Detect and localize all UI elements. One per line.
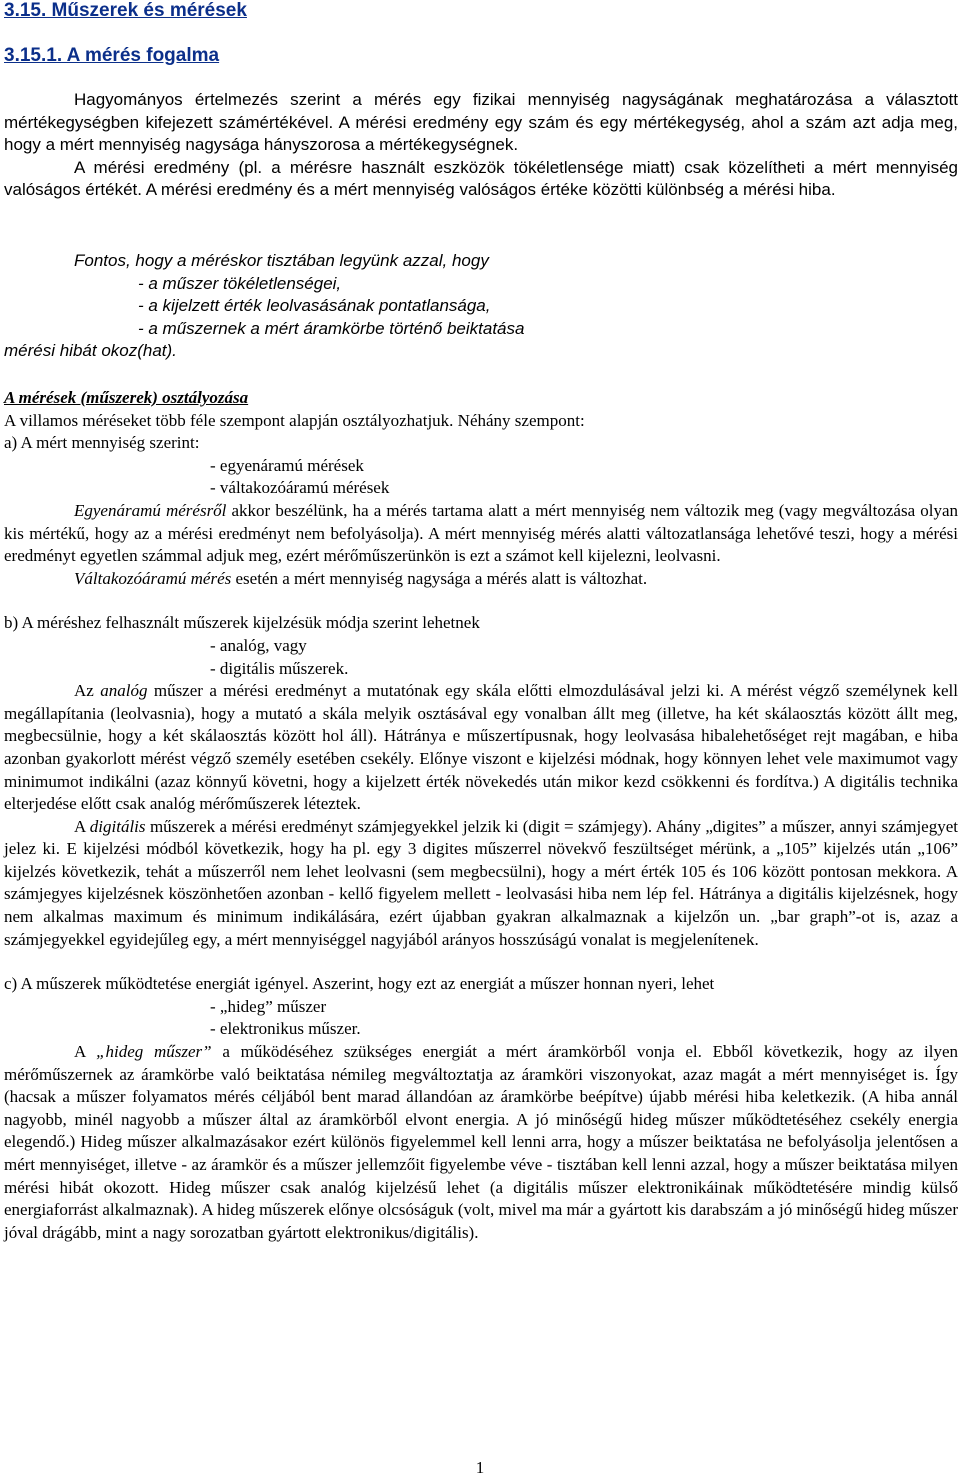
important-note <box>4 250 958 363</box>
analog-term: analóg <box>100 681 148 701</box>
dc-text: akkor beszélünk, ha a mérés tartama alatt a mért mennyiség nem változik meg (vagy megváltozása olyan kis mértékű, hogy az a mérési eredményt nem befolyásolja). A mért mennyiség mérés alatti változatlansága lehetővé teszi, hogy a mérési eredményt egyetlen számmal adjuk meg, ezért mérőműszerünkön is ezt a számot kell kijelezni, leolvasni. <box>4 500 958 566</box>
criterion-c-item: - elektronikus műszer. <box>210 1019 361 1039</box>
classification-intro: A villamos méréseket több féle szempont alapján osztályozhatjuk. Néhány szempont: <box>4 410 585 430</box>
analog-pre: Az <box>74 681 101 701</box>
dc-term: Egyenáramú mérésről <box>74 500 227 520</box>
digital-text: műszerek a mérési eredményt számjegyekkel jelzik ki (digit = számjegy). Ahány „digites” a műszer, annyi számjegyet jelez ki. E kijelzési módból következik, hogy ha pl. egy 3 digites műszerrel növekvő feszültséget mérünk, a „105” kijelzés után „106” kijelzés következik, tehát a műszerről nem lehet leolvasni (sem megbecsülni), hogy a mért érték 105 és 106 között pontosan mekkora. A számjegyes kijelzésnek köszönhetően azonban - kellő figyelem mellett - leolvasási hiba nem lép fel. Hátránya a digitális kijelzésnek, hogy nem alkalmas maximum és minimum indikálására, ezért újabban gyakran alkalmaznak a kijelzőn un. „bar graph”-ot is, azaz a számjegyekkel egyidejűleg egy, a mért mennyiséggel nagyjából arányos hosszúságú vonalat is megjelenítenek. <box>4 816 958 949</box>
intro-paragraph-1 <box>4 89 958 157</box>
cold-term: „hideg műszer” <box>96 1042 212 1062</box>
intro-block <box>4 89 958 202</box>
analog-text: műszer a mérési eredményt a mutatónak egy skála előtti elmozdulásával jelzi ki. A mérést végző személynek kell megállapítania (leolvasnia), hogy a mutató a skála melyik osztásával egy vonalban állt meg (illetve, ha két skálaosztás között állt meg, megbecsülnie, hogy a két skálaosztás között hol áll). Hátránya e műszertípusnak, hogy leolvasása hibalehetőséget rejt magában, e hiba azonban gyakorlott mérést végző személy esetében csekély. Előnye viszont e kijelzési módnak, hogy könnyen lehet vele maximumot vagy minimumot indikálni (azaz könnyű követni, hogy a kijelzett érték növekedés után mikor kezd csökkenni és fordítva.) A digitális technika elterjedése előtt csak analóg mérőműszerek léteztek. <box>4 681 958 814</box>
subsection-heading-text: 3.15.1. A mérés fogalma <box>4 45 220 66</box>
criterion-a-item: - egyenáramú mérések <box>210 455 364 475</box>
criterion-a-label: a) A mért mennyiség szerint: <box>4 433 200 453</box>
digital-pre: A <box>74 816 90 836</box>
section-heading-text: 3.15. Műszerek és mérések <box>4 0 247 21</box>
important-tail: mérési hibát okoz(hat). <box>4 341 177 360</box>
criterion-c-label: c) A műszerek működtetése energiát igényel. Aszerint, hogy ezt az energiát a műszer honnan nyeri, lehet <box>4 974 715 994</box>
page-number: 1 <box>475 1458 485 1477</box>
digital-paragraph <box>4 816 958 952</box>
intro-paragraph-2 <box>4 157 958 202</box>
dc-paragraph <box>4 500 958 568</box>
ac-term: Váltakozóáramú mérés <box>74 568 232 588</box>
criterion-c-item: - „hideg” műszer <box>210 996 327 1016</box>
important-item: - a műszernek a mért áramkörbe történő beiktatása <box>138 318 525 338</box>
criterion-b-item: - digitális műszerek. <box>210 658 349 678</box>
cold-pre: A <box>74 1042 97 1062</box>
analog-paragraph <box>4 680 958 816</box>
important-item: - a műszer tökéletlenségei, <box>138 273 342 293</box>
classification-section <box>4 387 958 1244</box>
important-item: - a kijelzett érték leolvasásának pontatlansága, <box>138 296 491 315</box>
classification-title: A mérések (műszerek) osztályozása <box>4 388 249 407</box>
ac-text: esetén a mért mennyiség nagysága a mérés alatt is változhat. <box>231 568 648 588</box>
intro-paragraph-1-text: Hagyományos értelmezés szerint a mérés egy fizikai mennyiség nagyságának meghatározása a választott mértékegységben kifejezett számértékével. A mérési eredmény egy szám és egy mértékegység, ahol a szám azt adja meg, hogy a mért mennyiség nagysága hányszorosa a mértékegységnek. <box>4 90 958 154</box>
criterion-b-label: b) A méréshez felhasznált műszerek kijelzésük módja szerint lehetnek <box>4 613 480 633</box>
section-heading <box>4 0 247 22</box>
cold-instrument-paragraph <box>4 1041 958 1244</box>
cold-text: a működéséhez szükséges energiát a mért áramkörből vonja el. Ebből következik, hogy az ilyen mérőműszernek az áramkörbe való beiktatása némileg megváltoztatja az áramköri viszonyokat, azaz magát a mért mennyiséget is. Így (hacsak a műszer folyamatos mérés céljából bent marad állandóan az áramkörbe beépítve) újabb mérési hiba keletkezik. (A hiba annál nagyobb, minél nagyobb a műszer által az áramkörből elvont energia. A jó minőségű hideg műszer működtetéséhez csekély energia elegendő.) Hideg műszer alkalmazásakor ezért különös figyelemmel kell lenni arra, hogy a műszer beiktatása ne befolyásolja jelentősen a mért mennyiséget, illetve - az áramkör és a műszer jellemzőit figyelembe véve - tisztában kell lenni azzal, hogy a műszer beiktatása milyen mérési hibát okozott. Hideg műszer csak analóg kijelzésű lehet (a digitális műszer elektronikáinak működtetésére mindig külső energiaforrást alkalmaznak). A hideg műszerek előnye olcsóságuk (volt, mivel ma már a gyártott kis darabszám a jó minőségű hideg műszer jóval drágább, mint a nagy sorozatban gyártott elektronikus/digitális). <box>4 1042 958 1242</box>
criterion-a-item: - váltakozóáramú mérések <box>210 478 390 498</box>
important-lead: Fontos, hogy a méréskor tisztában legyünk azzal, hogy <box>74 251 489 270</box>
subsection-heading <box>4 45 219 67</box>
digital-term: digitális <box>89 816 146 836</box>
criterion-b-item: - analóg, vagy <box>210 635 307 655</box>
intro-paragraph-2-text: A mérési eredmény (pl. a mérésre használt eszközök tökéletlensége miatt) csak közelítheti a mért mennyiség valóságos értékét. A mérési eredmény és a mért mennyiség valóságos értéke közötti különbség a mérési hiba. <box>4 157 958 199</box>
ac-paragraph <box>4 568 958 591</box>
